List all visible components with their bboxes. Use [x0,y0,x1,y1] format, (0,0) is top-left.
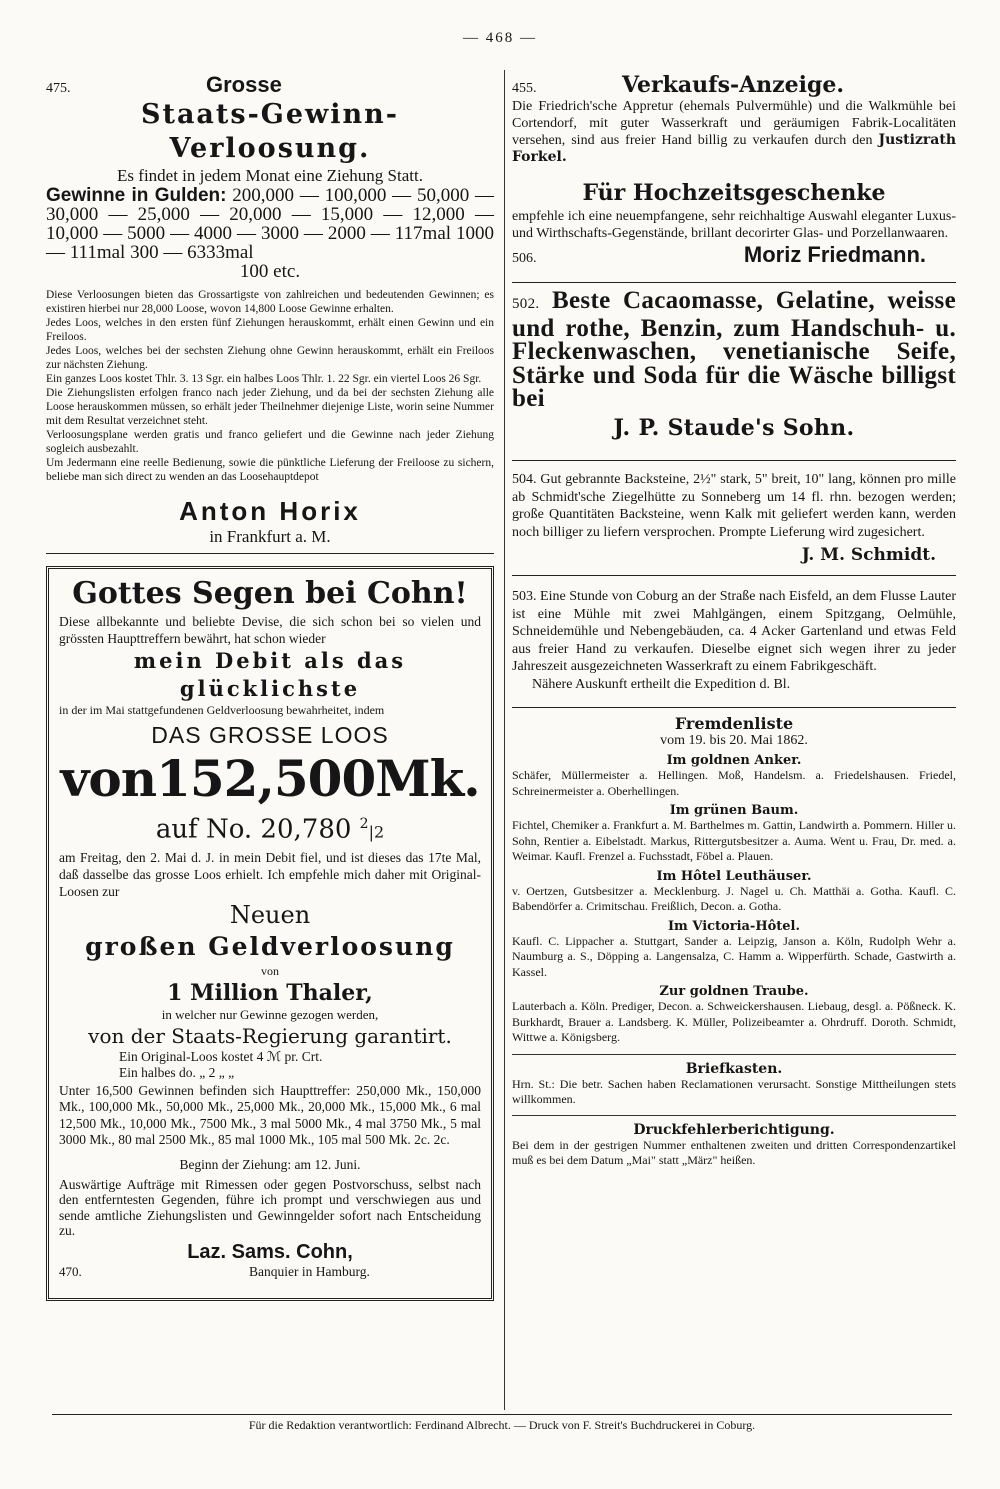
errata [512,1122,956,1168]
section-date: vom 19. bis 20. Mai 1862. [660,733,808,748]
ad-text: Nähere Auskunft ertheilt die Expedition d. Bl. [532,676,791,692]
signature: J. M. Schmidt. [801,545,936,565]
footer-imprint: Für die Redaktion verantwortlich: Ferdinand Albrecht. — Druck von F. Streit's Buchdruckerei in Coburg. [52,1414,952,1433]
section-divider [512,1054,956,1055]
signature-location: in Frankfurt a. M. [209,527,331,546]
ad-number: 502. [512,296,540,312]
section-title: Fremdenliste [674,714,794,733]
paragraph: Jedes Loos, welches bei der sechsten Ziehung ohne Gewinn herauskommt, erhält ein Freiloos zur nächsten Ziehung. [46,345,494,371]
ad-title-line2: Staats-Gewinn-Verloosung. [140,99,400,164]
cohn-lottery-ad [46,566,494,1301]
ad-heading: großen Geldverloosung [85,931,455,961]
section-text: Hrn. St.: Die betr. Sachen haben Reclamationen verursacht. Sonstige Mittheilungen stets willkommen. [512,1076,956,1106]
section-divider [512,460,956,461]
ad-title-line1: Grosse [206,72,282,97]
paragraph: in der im Mai stattgefundenen Geldverloosung bewahrheitet, indem [59,703,385,717]
prize-list: Unter 16,500 Gewinnen befinden sich Haupttreffer: 250,000 Mk., 150,000 Mk., 100,000 Mk., 50,000 Mk., 25,000 Mk., 20,000 Mk., 15,000 Mk., 6 mal 12,500 Mk., 10,000 Mk., 7500 Mk., 3 mal 5000 Mk., 4 mal 3750 Mk., 5 mal 3000 Mk., 80 mal 2500 Mk., 85 mal 1000 Mk., 105 mal 500 Mk. 2c. 2c. [59,1082,481,1148]
lottery-ad [46,72,494,547]
signature: Moriz Friedmann. [743,242,926,267]
signature: Laz. Sams. Cohn, [187,1240,353,1263]
left-column [46,72,494,1301]
hotel-guests: Fichtel, Chemiker a. Frankfurt a. M. Barthelmes m. Gattin, Landwirth a. Pommern. Hiller u. Sohn, Rentier a. Eibelstadt. Markus, Rittergutsbesitzer a. Auma. Went u. Frau, Dr. med. a. Weimar. Kaufl. Frenzel a. Fuchsstadt, Föbel a. Plauen. [512,818,956,863]
prize-list [46,186,494,262]
section-divider [512,575,956,576]
ticket-number: auf No. 20,780 $^2$|2 [155,814,385,845]
hotel-name: Im Victoria-Hôtel. [667,918,801,934]
ad-number: 470. [59,1263,82,1279]
hotel-guests: Kaufl. C. Lippacher a. Stuttgart, Sander a. Leipzig, Janson a. Köln, Rudolph Wehr a. Naumburg a. S., Döpping a. Langensalza, C. Hamm a. Wipperfürth. Schade, Gastwirth a. Kassel. [512,933,956,979]
bricks-ad [512,471,956,565]
paragraph: Die Ziehungslisten erfolgen franco nach jeder Ziehung, und da bei der sechsten Ziehung alle Loose herauskommen müssen, so erhält jeder Theilnehmer diejenige Liste, worin seine Nummer mit dem Resultat verzeichnet steht. [46,387,494,427]
paragraph: Ein ganzes Loos kostet Thlr. 3. 13 Sgr. ein halbes Loos Thlr. 1. 22 Sgr. ein viertel Loos 26 Sgr. [46,373,482,385]
cocoa-ad [512,289,956,440]
paragraph: Auswärtige Aufträge mit Rimessen oder gegen Postvorschuss, selbst nach den entferntesten Gegenden, führe ich prompt und verschwiegen aus und sende amtliche Ziehungslisten und Gewinngelder sofort nach Entscheidung zu. [59,1176,481,1239]
ad-heading: 1 Million Thaler, [167,979,373,1006]
signature-subtitle: Banquier in Hamburg. [249,1263,370,1279]
ad-text: in welcher nur Gewinne gezogen werden, [161,1006,379,1022]
letterbox [512,1061,956,1107]
right-column [512,72,956,1168]
grand-prize-label: DAS GROSSE LOOS [151,722,389,748]
hotel-guests: Lauterbach a. Köln. Prediger, Decon. a. Schweickershausen. Liebaug, desgl. a. Pößneck. K. Burkhardt, Brauer a. Landsberg. K. Müller, Polizeibeamter a. Ohrdruff. Doroth. Schmidt, Wittwe a. Königsberg. [512,999,956,1044]
ad-heading: von der Staats-Regierung garantirt. [88,1023,452,1048]
hotel-name: Im Hôtel Leuthäuser. [656,868,812,884]
ad-title: Verkaufs-Anzeige. [622,72,845,98]
prize-end: 100 etc. [239,261,301,282]
mill-ad [512,588,956,693]
price-line: Ein Original-Loos kostet 4 ℳ pr. Crt. [119,1048,323,1064]
ad-subheadline: mein Debit als das glücklichste [133,648,407,701]
hotel-name: Zur goldnen Traube. [659,984,809,999]
paragraph: Diese Verloosungen bieten das Grossartigste von zahlreichen und bedeutenden Gewinnen; es existiren hierbei nur 28,000 Loose, wovon 14,800 Loose Gewinne erhalten. [46,289,494,315]
ad-text: Beste Cacaomasse, Gelatine, weisse und rothe, Benzin, zum Handschuh- u. Fleckenwaschen, venetianische Seife, Stärke und Soda für die Wäsche billigst bei [512,287,956,412]
ad-text: Die Friedrich'sche Appretur (ehemals Pulvermühle) und die Walkmühle bei Cortendorf, mit guter Wasserkraft und geräumigen Fabrik-Localitäten versehen, sind aus freier Hand billig zu verkaufen durch den [512,99,956,148]
paragraph: Verloosungsplane werden gratis und franco geliefert und die Gewinne nach jeder Ziehung sogleich ausbezahlt. [46,429,494,455]
column-divider [504,70,505,1410]
section-divider [512,1115,956,1116]
ad-number: 506. [512,251,537,266]
section-divider [512,707,956,708]
section-title: Briefkasten. [685,1060,783,1077]
section-divider [512,282,956,283]
ad-number: 475. [46,81,71,96]
hotel-guests: Schäfer, Müllermeister a. Hellingen. Moß, Handelsm. a. Friedelshausen. Friedel, Schreinermeister a. Oberhellingen. [512,768,956,798]
ad-title: Für Hochzeitsgeschenke [582,180,886,206]
section-divider [46,553,494,554]
paragraph: Diese allbekannte und beliebte Devise, die sich schon bei so vielen und grössten Haupttreffern bewährt, hat schon wieder [59,614,481,646]
paragraph: Jedes Loos, welches in den ersten fünf Ziehungen herauskommt, erhält einen Gewinn und ein Freiloos. [46,317,494,343]
prize-values: 200,000 — 100,000 — 50,000 — 30,000 — 25,000 — 20,000 — 15,000 — 12,000 — 10,000 — 5000 — 4000 — 3000 — 2000 — 117mal 1000 — 111mal 300 — 6333mal [46,185,494,263]
ad-number: 455. [512,81,537,96]
sale-ad [512,72,956,166]
ad-headline: Gottes Segen bei Cohn! [72,576,468,611]
hotel-name: Im goldnen Anker. [666,753,802,768]
guest-list [512,714,956,1046]
prize-label: Gewinne in Gulden: [46,185,227,206]
paragraph: am Freitag, den 2. Mai d. J. in mein Debit fiel, und ist dieses das 17te Mal, daß dasselbe das grosse Loos erhielt. Ich empfehle mich daher mit Original-Loosen zur [59,849,481,899]
ad-text: 504. Gut gebrannte Backsteine, 2½" stark, 5" breit, 10" lang, können pro mille ab Schmidt'sche Ziegelhütte zu Sonneberg um 14 fl. rhn. bezogen werden; große Quantitäten Backsteine, wenn Kalk mit geliefert werden kann, werden noch billiger zu liefern versprochen. Prompte Lieferung wird zugesichert. [512,472,956,540]
hotel-guests: v. Oertzen, Gutsbesitzer a. Mecklenburg. J. Nagel u. Ch. Matthäi a. Gotha. Kaufl. C. Babendörfer a. Crimitschau. Freißlich, Decon. a. Gotha. [512,883,956,913]
ad-subline: Es findet in jedem Monat eine Ziehung Statt. [117,166,423,185]
section-text: Bei dem in der gestrigen Nummer enthaltenen zweiten und dritten Correspondenzartikel muß es bei dem Datum „Mai" statt „März" heißen. [512,1137,956,1167]
signature: J. P. Staude's Sohn. [613,414,855,441]
ad-text: von [261,963,279,978]
ad-text: 503. Eine Stunde von Coburg an der Straße nach Eisfeld, an dem Flusse Lauter ist eine Mühle mit zwei Mahlgängen, einem Spitzgang, Oelmühle, Schneidemühle und Nebengebäuden, ca. 4 Acker Gartenland und etwas Feld aus freier Hand zu verkaufen. Dieselbe eignet sich wegen ihrer zu jeder Jahreszeit ausgezeichneten Wasserkraft zu einem Fabrikgeschäft. [512,589,956,674]
signature: Anton Horix [179,496,361,526]
paragraph: Um Jedermann eine reelle Bedienung, sowie die pünktliche Lieferung der Freiloose zu sichern, beliebe man sich direct zu wenden an das Loosehauptdepot [46,457,494,483]
hotel-name: Im grünen Baum. [669,803,799,818]
price-line: Ein halbes do. „ 2 „ „ [119,1064,235,1080]
ad-signature: Justizrath Forkel. [512,132,956,165]
page-number: — 468 — [463,30,537,46]
section-title: Druckfehlerberichtigung. [633,1121,835,1138]
draw-start: Beginn der Ziehung: am 12. Juni. [179,1156,361,1172]
grand-prize-amount: von152,500Mk. [60,749,480,808]
wedding-gifts-ad [512,178,956,268]
ad-text: empfehle ich eine neuempfangene, sehr reichhaltige Auswahl eleganter Luxus- und Wirthschafts-Gegenstände, brillant decorirter Glas- und Porzellanwaaren. [512,209,956,241]
ad-heading: Neuen [229,900,311,929]
